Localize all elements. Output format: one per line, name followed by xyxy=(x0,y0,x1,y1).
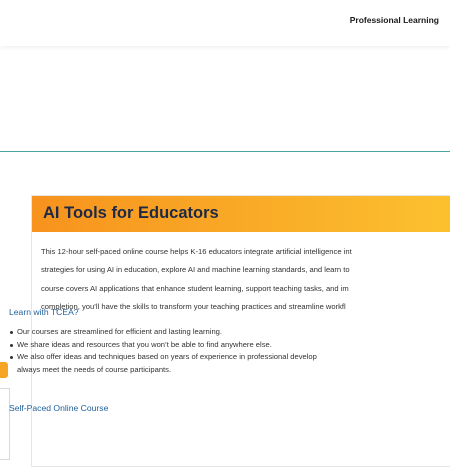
course-description xyxy=(41,243,450,316)
self-paced-course-heading: Self-Paced Online Course xyxy=(9,403,109,413)
nav-link-professional-learning[interactable]: Professional Learning xyxy=(349,15,439,25)
course-title: AI Tools for Educators xyxy=(43,204,219,222)
sidebar-panel xyxy=(0,388,10,460)
course-card-header xyxy=(32,196,450,232)
course-description-line: course covers AI applications that enhance student learning, support teaching tasks, and im xyxy=(41,283,349,293)
course-description-line: completion, you’ll have the skills to transform your teaching practices and streamline workfl xyxy=(41,301,346,311)
learn-with-tcea-heading: Learn with TCEA? xyxy=(9,307,79,317)
top-navigation xyxy=(0,0,450,46)
course-description-line: strategies for using AI in education, explore AI and machine learning standards, and learn to xyxy=(41,265,350,275)
course-description-line: This 12-hour self-paced online course helps K-16 educators integrate artificial intelligence int xyxy=(41,247,352,256)
bullet-item: Our courses are streamlined for efficient and lasting learning. xyxy=(9,326,449,339)
section-divider xyxy=(0,151,450,152)
bullet-item: We share ideas and resources that you won’t be able to find anywhere else. xyxy=(9,339,449,352)
bullet-item: We also offer ideas and techniques based on years of experience in professional develop xyxy=(9,351,449,364)
sidebar-orange-tab[interactable] xyxy=(0,362,8,378)
bullet-item-continuation: always meet the needs of course participants. xyxy=(17,364,172,374)
learn-bullet-list xyxy=(9,326,449,376)
